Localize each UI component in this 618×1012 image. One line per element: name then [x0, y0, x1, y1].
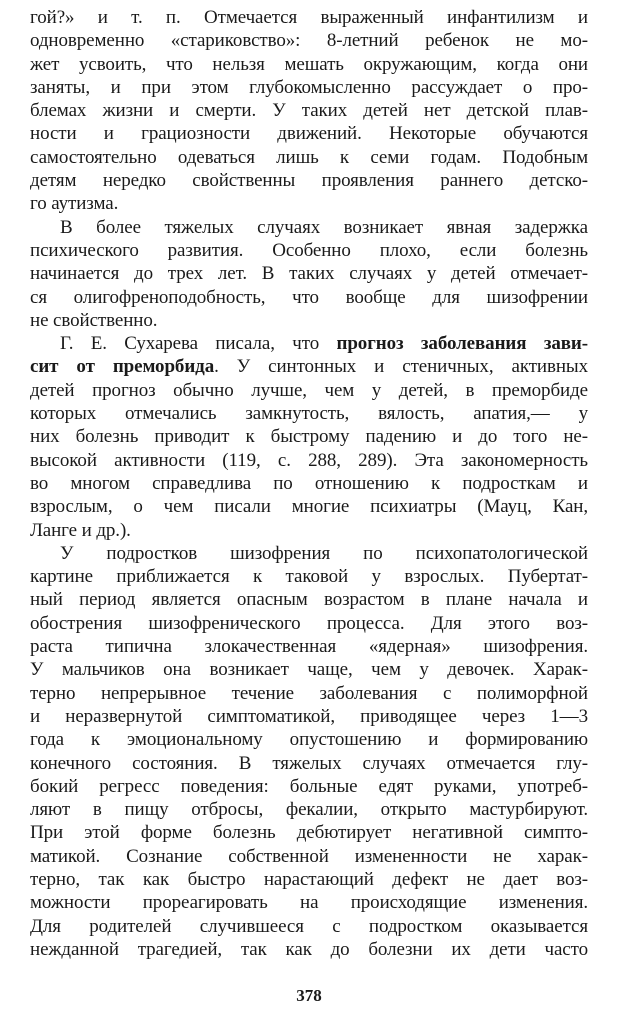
text-line: можности прореагировать на происходящие изменения.: [30, 892, 588, 914]
paragraph-3: [30, 332, 588, 542]
text-line: и неразвернутой симптоматикой, приводящее через 1—3: [30, 705, 588, 727]
text-line: начинается до трех лет. В таких случаях у детей отмечает-: [30, 263, 588, 285]
paragraph-4: [30, 542, 588, 961]
text-run: Г. Е. Сухарева писала, что: [60, 333, 337, 355]
text-run: . У синтонных и стеничных, активных: [214, 356, 588, 378]
text-line: раста типична злокачественная «ядерная» шизофрения.: [30, 636, 588, 658]
bold-phrase: прогноз заболевания зави-: [336, 333, 588, 355]
text-line: детям нередко свойственны проявления раннего детско-: [30, 170, 588, 192]
text-line: года к эмоциональному опустошению и формированию: [30, 729, 588, 751]
text-line: терно, так как быстро нарастающий дефект не дает воз-: [30, 868, 588, 890]
text-line: При этой форме болезнь дебютирует негативной симпто-: [30, 822, 588, 844]
text-line: ся олигофреноподобность, что вообще для шизофрении: [30, 286, 588, 308]
text-line: ный период является опасным возрастом в плане начала и: [30, 589, 588, 611]
text-line: обострения шизофренического процесса. Для этого воз-: [30, 612, 588, 634]
text-line: которых отмечались замкнутость, вялость, апатия,— у: [30, 403, 588, 425]
paragraph-1: [30, 6, 588, 216]
page-body: [30, 6, 588, 961]
text-line: самостоятельно одеваться лишь к семи годам. Подобным: [30, 146, 588, 168]
text-line: Ланге и др.).: [30, 519, 131, 541]
text-line: во многом справедлива по отношению к подросткам и: [30, 472, 588, 494]
text-line: гой?» и т. п. Отмечается выраженный инфантилизм и: [30, 7, 588, 28]
text-line: [30, 332, 588, 355]
text-line: нежданной трагедией, так как до болезни их дети часто: [30, 938, 588, 960]
bold-phrase: сит от преморбида: [30, 356, 215, 378]
text-line: них болезнь приводит к быстрому падению и до того не-: [30, 426, 588, 448]
text-line: У мальчиков она возникает чаще, чем у девочек. Харак-: [30, 659, 588, 681]
text-line: бокий регресс поведения: больные едят руками, употреб-: [30, 775, 588, 797]
text-line: ности и грациозности движений. Некоторые обучаются: [30, 123, 588, 145]
text-line: конечного состояния. В тяжелых случаях отмечается глу-: [30, 752, 588, 774]
text-line: одновременно «стариковство»: 8-летний ребенок не мо-: [30, 30, 588, 52]
text-line: терно непрерывное течение заболевания с полиморфной: [30, 682, 588, 704]
text-line: не свойственно.: [30, 309, 158, 331]
page-number: 378: [296, 986, 322, 1005]
text-line: В более тяжелых случаях возникает явная задержка: [60, 216, 588, 238]
text-line: высокой активности (119, с. 288, 289). Эта закономерность: [30, 449, 588, 471]
text-line: взрослым, о чем писали многие психиатры (Мауц, Кан,: [30, 496, 588, 518]
text-line: жет усвоить, что нельзя мешать окружающим, когда они: [30, 53, 588, 75]
text-line: [30, 355, 588, 378]
paragraph-2: [30, 216, 588, 332]
text-line: У подростков шизофрения по психопатологической: [60, 542, 588, 564]
text-line: Для родителей случившееся с подростком оказывается: [30, 915, 588, 937]
text-line: картине приближается к таковой у взрослых. Пубертат-: [30, 566, 588, 588]
text-line: блемах жизни и смерти. У таких детей нет детской плав-: [30, 100, 588, 122]
text-line: ляют в пищу отбросы, фекалии, открыто мастурбируют.: [30, 799, 588, 821]
text-line: детей прогноз обычно лучше, чем у детей, в преморбиде: [30, 379, 588, 401]
text-line: заняты, и при этом глубокомысленно рассуждает о про-: [30, 76, 588, 98]
text-line: матикой. Сознание собственной измененности не харак-: [30, 845, 588, 867]
text-line: психического развития. Особенно плохо, если болезнь: [30, 239, 588, 261]
text-line: го аутизма.: [30, 193, 119, 215]
